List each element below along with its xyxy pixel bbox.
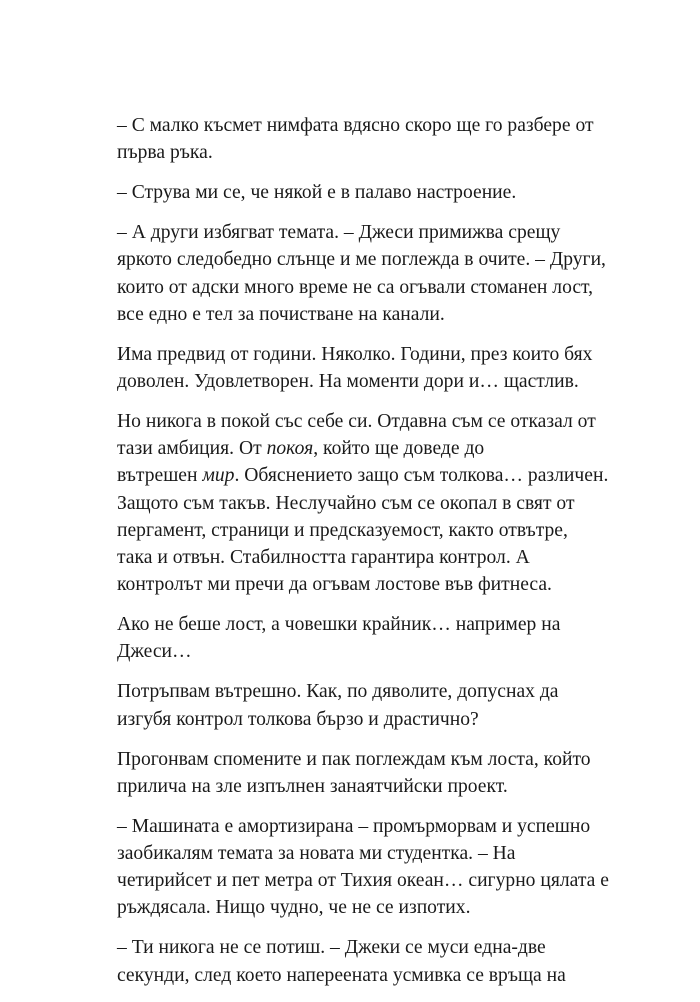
text-line: контролът ми пречи да огъвам лостове във фитнеса. [117, 574, 552, 596]
text-line: – С малко късмет нимфата вдясно скоро ще го разбере от [117, 115, 594, 136]
text-line: първа ръка. [117, 142, 213, 164]
text-line: – А други избягват темата. – Джеси примижва срещу [117, 222, 561, 244]
text-line: все едно е тел за почистване на канали. [117, 303, 445, 325]
text-line: яркото следобедно слънце и ме поглежда в очите. – Други, [117, 249, 606, 271]
italic-word: мир [202, 465, 235, 487]
paragraph-8 [117, 746, 591, 800]
text-line: четирийсет и пет метра от Тихия океан… сигурно цялата е [117, 870, 609, 892]
text-line: прилича на зле изпълнен занаятчийски проект. [117, 775, 508, 797]
text-fragment: . Обяснението защо съм толкова… различен. [234, 465, 609, 487]
text-line: – Ти никога не се потиш. – Джеки се муси една-две [117, 937, 546, 959]
text-line: пергамент, страници и предсказуемост, както отвътре, [117, 519, 568, 541]
paragraph-2 [117, 179, 587, 206]
text-line [117, 435, 587, 462]
paragraph-5 [117, 408, 609, 598]
text-line: Потръпвам вътрешно. Как, по дяволите, допуснах да [117, 681, 559, 703]
text-line: Прогонвам спомените и пак поглеждам към лоста, който [117, 748, 591, 770]
text-fragment: вътрешен [117, 465, 203, 487]
text-line: ръждясала. Нищо чудно, че не се изпотих. [117, 897, 471, 919]
text-line: секунди, след което напереената усмивка се връща на [117, 964, 566, 986]
paragraph-6 [117, 611, 587, 665]
text-fragment: тази амбиция. От [117, 438, 267, 460]
text-line: – Машината е амортизирана – промърморвам и успешно [117, 815, 591, 837]
text-line: доволен. Удовлетворен. На моменти дори и… щастлив. [117, 371, 579, 393]
text-line: Но никога в покой със себе си. Отдавна съм се отказал от [117, 411, 596, 433]
paragraph-4 [117, 341, 593, 395]
paragraph-3 [117, 219, 606, 328]
text-line: Джеси… [117, 641, 192, 663]
text-line [117, 462, 609, 489]
text-line: Ако не беше лост, а човешки крайник… например на [117, 614, 561, 636]
paragraph-9 [117, 813, 609, 922]
text-fragment: , който ще доведе до [313, 438, 485, 460]
text-line: Има предвид от години. Няколко. Години, през които бях [117, 343, 593, 365]
paragraph-7 [117, 678, 587, 732]
text-line: изгубя контрол толкова бързо и драстично? [117, 708, 479, 730]
italic-word: покоя [266, 438, 314, 460]
text-line: Защото съм такъв. Неслучайно съм се окопал в свят от [117, 492, 575, 514]
text-line: които от адски много време не са огъвали стоманен лост, [117, 276, 594, 298]
text-line: така и отвън. Стабилността гарантира контрол. А [117, 547, 530, 569]
paragraph-10 [117, 934, 587, 988]
page-text [117, 112, 609, 1002]
text-line: – Струва ми се, че някой е в палаво настроение. [117, 182, 517, 204]
paragraph-1 [117, 112, 594, 166]
text-line: заобикалям темата за новата ми студентка. – На [117, 843, 516, 865]
